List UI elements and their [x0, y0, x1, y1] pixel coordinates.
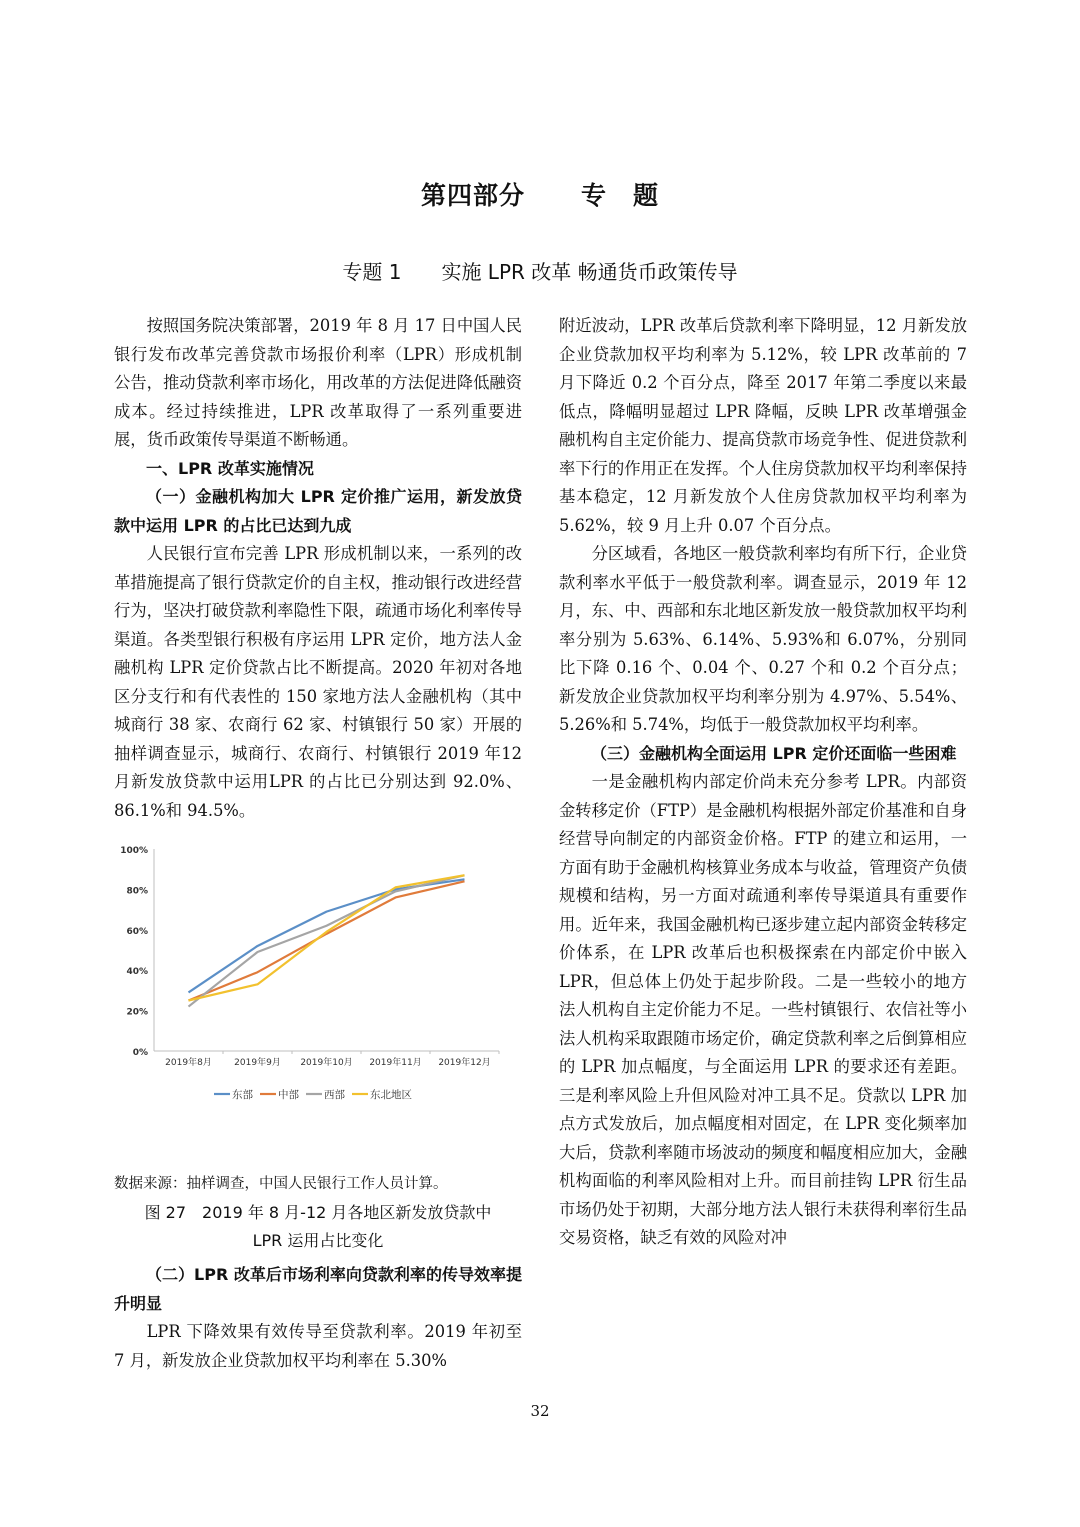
lpr-usage-chart: [114, 831, 522, 1171]
x-tick-label: 2019年12月: [438, 1058, 491, 1068]
y-tick-label: 20%: [126, 1007, 148, 1018]
topic-title: [0, 256, 1080, 285]
y-tick-label: 60%: [126, 926, 148, 937]
right-column: [559, 312, 967, 1253]
chart-svg: [114, 831, 522, 1131]
legend-label: 东部: [232, 1089, 253, 1101]
y-tick-label: 40%: [126, 967, 148, 978]
subsection-heading-2: （二）LPR 改革后市场利率向贷款利率的传导效率提升明显: [114, 1265, 522, 1313]
y-tick-label: 100%: [120, 846, 148, 856]
paragraph-transmission: LPR 下降效果有效传导至贷款利率。2019 年初至 7 月，新发放企业贷款加权平均利率在 5.30%: [114, 1322, 522, 1370]
series-line-中部: [189, 881, 465, 1000]
x-tick-label: 2019年11月: [369, 1058, 422, 1068]
paragraph-difficulties: 一是金融机构内部定价尚未充分参考 LPR。内部资金转移定价（FTP）是金融机构根据外部定价基准和自身经营导向制定的内部资金价格。FTP 的建立和运用，一方面有助于金融机构核算业务成本与收益，管理资产负债规模和结构，另一方面对疏通利率传导渠道具有重要作用。近年来，我国金融机构已逐步建立起内部资金转移定价体系，在 LPR 改革后也积极探索在内部定价中嵌入 LPR，但总体上仍处于起步阶段。二是一些较小的地方法人机构自主定价能力不足。一些村镇银行、农信社等小法人机构采取跟随市场定价，确定贷款利率之后倒算相应的 LPR 加点幅度，与全面运用 LPR 的要求还有差距。三是利率风险上升但风险对冲工具不足。贷款以 LPR 加点方式发放后，加点幅度相对固定，在 LPR 变化频率加大后，贷款利率随市场波动的频度和幅度相应加大，金融机构面临的利率风险相对上升。而目前挂钩 LPR 衍生品市场仍处于初期，大部分地方法人银行未获得利率衍生品交易资格，缺乏有效的风险对冲: [559, 772, 967, 1247]
paragraph-continued: 附近波动，LPR 改革后贷款利率下降明显，12 月新发放企业贷款加权平均利率为 5.12%，较 LPR 改革前的 7 月下降近 0.2 个百分点，降至 2017 年第二季度以来最低点，降幅明显超过 LPR 降幅，反映 LPR 改革增强金融机构自主定价能力、提高贷款市场竞争性、促进贷款利率下行的作用正在发挥。个人住房贷款加权平均利率保持基本稳定，12 月新发放个人住房贷款加权平均利率为 5.62%，较 9 月上升 0.07 个百分点。: [559, 316, 967, 535]
paragraph-lpr-usage: 人民银行宣布完善 LPR 形成机制以来，一系列的改革措施提高了银行贷款定价的自主权，推动银行改进经营行为，坚决打破贷款利率隐性下限，疏通市场化利率传导渠道。各类型银行积极有序运用 LPR 定价，地方法人金融机构 LPR 定价贷款占比不断提高。2020 年初对各地区分支行和有代表性的 150 家地方法人金融机构（其中城商行 38 家、农商行 62 家、村镇银行 50 家）开展的抽样调查显示，城商行、农商行、村镇银行 2019 年12 月新发放贷款中运用LPR 的占比已分别达到 92.0%、86.1%和 94.5%。: [114, 544, 522, 820]
y-tick-label: 80%: [126, 886, 148, 897]
subsection-heading-3: （三）金融机构全面运用 LPR 定价还面临一些困难: [591, 743, 957, 763]
legend-label: 东北地区: [370, 1089, 412, 1101]
data-source-note: 数据来源：抽样调查，中国人民银行工作人员计算。: [114, 1176, 448, 1192]
subsection-heading-1: （一）金融机构加大 LPR 定价推广运用，新发放贷款中运用 LPR 的占比已达到九成: [114, 487, 522, 535]
topic-number: 专题 1: [342, 260, 402, 284]
paragraph-regional: 分区域看，各地区一般贷款利率均有所下行，企业贷款利率水平低于一般贷款利率。调查显示，2019 年 12 月，东、中、西部和东北地区新发放一般贷款加权平均利率分别为 5.63%、6.14%、5.93%和 6.07%，分别同比下降 0.16 个、0.04 个、0.27 个和 0.2 个百分点；新发放企业贷款加权平均利率分别为 4.97%、5.54%、5.26%和 5.74%，均低于一般贷款加权平均利率。: [559, 544, 967, 734]
page-number: 32: [530, 1402, 550, 1420]
series-line-西部: [189, 875, 465, 1006]
x-tick-label: 2019年9月: [234, 1058, 281, 1068]
series-line-东部: [189, 879, 465, 992]
part-title-left: 第四部分: [420, 181, 525, 210]
intro-paragraph: 按照国务院决策部署，2019 年 8 月 17 日中国人民银行发布改革完善贷款市场报价利率（LPR）形成机制公告，推动贷款利率市场化，用改革的方法促进降低融资成本。经过持续推进，LPR 改革取得了一系列重要进展，货币政策传导渠道不断畅通。: [114, 316, 522, 449]
y-tick-label: 0%: [132, 1048, 148, 1058]
legend-label: 西部: [324, 1089, 345, 1101]
figure-caption: [114, 1199, 522, 1255]
x-tick-label: 2019年10月: [300, 1058, 353, 1068]
figure-caption-line-1: 图 27 2019 年 8 月-12 月各地区新发放贷款中: [144, 1203, 492, 1222]
legend-label: 中部: [278, 1089, 299, 1101]
section-heading-1: 一、LPR 改革实施情况: [146, 458, 314, 478]
figure-caption-line-2: LPR 运用占比变化: [252, 1231, 384, 1250]
part-title-right: 专 题: [581, 181, 660, 210]
left-column: [114, 312, 522, 1375]
topic-heading: 实施 LPR 改革 畅通货币政策传导: [441, 260, 738, 284]
series-line-东北地区: [189, 875, 465, 1000]
part-title: [0, 176, 1080, 212]
x-tick-label: 2019年8月: [165, 1058, 212, 1068]
